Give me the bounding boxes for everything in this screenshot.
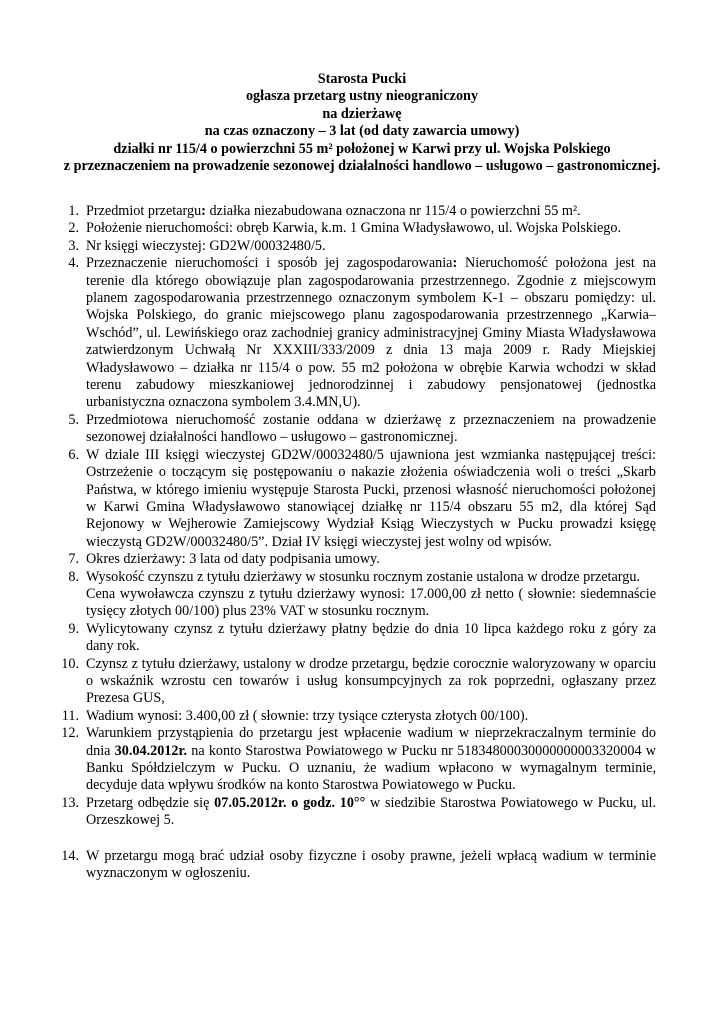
item-text: Nr księgi wieczystej: GD2W/00032480/5.: [86, 237, 326, 254]
item-text: [86, 203, 656, 220]
item-number: 3.: [68, 237, 79, 254]
list-item: [68, 255, 656, 412]
header-line: Starosta Pucki: [317, 71, 407, 87]
item-number: 13.: [61, 794, 79, 811]
item-text: Wadium wynosi: 3.400,00 zł ( słownie: trzy tysiące czterysta złotych 00/100).: [86, 707, 529, 724]
item-text-part: Nieruchomość położona jest na terenie dla którego obowiązuje plan zagospodarowania przestrzennego. Zgodnie z miejscowym planem zagospodarowania przestrzennego oznaczonym symbolem K-1 – obszaru pomiędzy: ul. Wojska Polskiego, do granic miejscowego planu zagospodarowania przestrzennego „Karwia–Wschód”, ul. Lewińskiego oraz zachodniej granicy administracyjnej Gminy Miasta Władysławowa zatwierdzonym Uchwałą Nr XXXIII/333/2009 z dnia 13 maja 2009 r. Rady Miejskiej Władysławowo – działka nr 115/4 o pow. 55 m2 położona w obrębie Karwia wchodzi w skład terenu zabudowy mieszkaniowej jednorodzinnej i zabudowy pensjonatowej (jednostka urbanistyczna oznaczona symbolem 3.4.MN,U).: [86, 255, 656, 411]
list-item: [61, 847, 656, 883]
item-number: 10.: [61, 655, 79, 672]
header-line: na czas oznaczony – 3 lat (od daty zawarcia umowy): [204, 123, 520, 140]
item-text: Wylicytowany czynsz z tytułu dzierżawy płatny będzie do dnia 10 lipca każdego roku z góry za dany rok.: [86, 620, 656, 655]
item-text: [86, 725, 656, 795]
item-text: W dziale III księgi wieczystej GD2W/00032480/5 ujawniona jest wzmianka następującej treści: Ostrzeżenie o toczącym się postępowaniu o nakazie złożenia oświadczenia woli o treści „Skarb Państwa, w którego imieniu występuje Starosta Pucki, przenosi własność nieruchomości położonej w Karwi Gmina Władysławowo stanowiącej działkę nr 115/4 obszaru 55 m2, dla której Sąd Rejonowy w Wejherowie Zamiejscowy Wydział Ksiąg Wieczystych w Pucku prowadzi księgę wieczystą GD2W/00032480/5”. Dział IV księgi wieczystej jest wolny od wpisów.: [86, 446, 656, 550]
header-line: działki nr 115/4 o powierzchni 55 m² położonej w Karwi przy ul. Wojska Polskiego: [113, 140, 611, 157]
list-item: [68, 568, 656, 621]
list-item: [61, 707, 656, 725]
header-line: na dzierżawę: [322, 105, 402, 122]
item-number: 4.: [68, 255, 79, 272]
list-item: [68, 446, 656, 551]
list-item: [68, 551, 656, 568]
item-text: [86, 569, 656, 621]
item-paragraph: Wysokość czynszu z tytułu dzierżawy w stosunku rocznym zostanie ustalona w drodze przetargu.: [86, 568, 640, 585]
header-line: ogłasza przetarg ustny nieograniczony: [245, 88, 479, 105]
item-number: 7.: [68, 551, 79, 568]
item-text-part: Przeznaczenie nieruchomości i sposób jej zagospodarowania: [86, 255, 453, 272]
item-text-bold: :: [452, 255, 458, 272]
item-number: 9.: [68, 620, 79, 637]
item-text: [86, 795, 656, 830]
item-number: 1.: [68, 203, 79, 219]
item-text: W przetargu mogą brać udział osoby fizyczne i osoby prawne, jeżeli wpłacą wadium w terminie wyznaczonym w ogłoszeniu.: [86, 847, 656, 882]
list-item: [68, 411, 656, 447]
item-paragraph: Cena wywoławcza czynszu z tytułu dzierżawy wynosi: 17.000,00 zł netto ( słownie: siedemnaście tysięcy złotych 00/100) plus 23% VAT w stosunku rocznym.: [86, 585, 656, 620]
list-item: [61, 725, 656, 795]
item-text: Okres dzierżawy: 3 lata od daty podpisania umowy.: [86, 551, 380, 568]
item-text-part: działka niezabudowana oznaczona nr 115/4 o powierzchni 55 m².: [205, 203, 581, 219]
item-text-part: na konto Starostwa Powiatowego w Pucku nr 51834800030000000003320004 w Banku Spółdzielczym w Pucku. O uznaniu, że wadium wpłacono w wymagalnym terminie, decyduje data wpływu środków na konto Starostwa Powiatowego w Pucku.: [86, 742, 656, 794]
item-text: Położenie nieruchomości: obręb Karwia, k.m. 1 Gmina Władysławowo, ul. Wojska Polskiego.: [86, 220, 622, 237]
item-text-bold: 07.05.2012r. o godz. 10°°: [214, 794, 366, 811]
item-text-part: Warunkiem przystąpienia do przetargu jest wpłacenie wadium w nieprzekraczalnym terminie do dnia: [86, 725, 656, 759]
header-line: z przeznaczeniem na prowadzenie sezonowej działalności handlowo – usługowo – gastronomicznej.: [63, 158, 661, 175]
list-item: [61, 794, 657, 830]
item-text: [86, 255, 656, 412]
list-item: [68, 203, 656, 220]
item-number: 2.: [68, 220, 79, 237]
item-text-part: Przetarg odbędzie się: [86, 794, 215, 811]
announcement-header: [60, 71, 664, 175]
item-text: Czynsz z tytułu dzierżawy, ustalony w drodze przetargu, będzie corocznie waloryzowany w oparciu o wskaźnik wzrostu cen towarów i usług konsumpcyjnych za rok poprzedni, ogłaszany przez Prezesa GUS,: [86, 655, 656, 707]
list-item: [68, 237, 656, 255]
item-number: 14.: [61, 847, 79, 864]
item-number: 11.: [61, 707, 79, 724]
item-number: 8.: [68, 568, 79, 585]
item-text-part: Przedmiot przetargu: [86, 203, 202, 219]
list-item: [68, 220, 656, 237]
item-text-bold: :: [201, 203, 206, 219]
item-number: 6.: [68, 446, 79, 463]
item-text-part: w siedzibie Starostwa Powiatowego w Pucku, ul. Orzeszkowej 5.: [86, 794, 657, 829]
list-item: [61, 655, 656, 708]
item-text: Przedmiotowa nieruchomość zostanie oddana w dzierżawę z przeznaczeniem na prowadzenie sezonowej działalności handlowo – usługowo – gastronomicznej.: [86, 411, 656, 446]
item-number: 12.: [61, 725, 79, 742]
item-number: 5.: [68, 411, 79, 428]
spacer: [86, 830, 656, 848]
item-text-bold: 30.04.2012r.: [114, 742, 188, 759]
announcement-items: [61, 203, 657, 882]
list-item: [68, 620, 656, 656]
